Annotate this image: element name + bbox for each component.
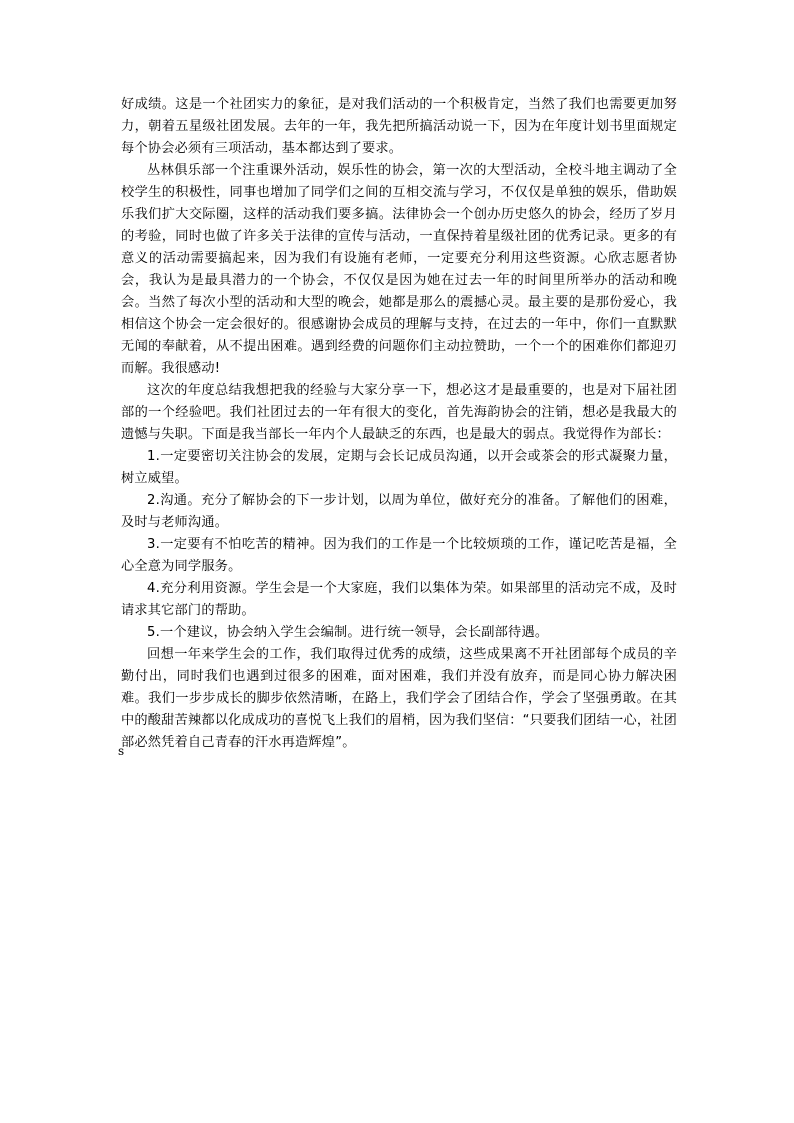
document-body (121, 94, 677, 754)
list-item-1: 1.一定要密切关注协会的发展，定期与会长记成员沟通，以开会或茶会的形式凝聚力量，树立威望。 (121, 449, 677, 486)
paragraph-associations: 丛林俱乐部一个注重课外活动，娱乐性的协会，第一次的大型活动，全校斗地主调动了全校学生的积极性，同事也增加了同学们之间的互相交流与学习，不仅仅是单独的娱乐，借助娱乐我们扩大交际圈，这样的活动我们要多搞。法律协会一个创办历史悠久的协会，经历了岁月的考验，同时也做了许多关于法律的宣传与活动，一直保持着星级社团的优秀记录。更多的有意义的活动需要搞起来，因为我们有设施有老师，一定要充分利用这些资源。心欣志愿者协会，我认为是最具潜力的一个协会，不仅仅是因为她在过去一年的时间里所举办的活动和晚会。当然了每次小型的活动和大型的晚会，她都是那么的震撼心灵。最主要的是那份爱心，我相信这个协会一定会很好的。很感谢协会成员的理解与支持，在过去的一年中，你们一直默默无闻的奉献着，从不提出困难。遇到经费的问题你们主动拉赞助，一个一个的困难你们都迎刃而解。我很感动! (121, 163, 677, 376)
paragraph-intro: 好成绩。这是一个社团实力的象征，是对我们活动的一个积极肯定，当然了我们也需要更加努力，朝着五星级社团发展。去年的一年，我先把所搞活动说一下，因为在年度计划书里面规定每个协会必须有三项活动，基本都达到了要求。 (121, 97, 677, 156)
list-item-3: 3.一定要有不怕吃苦的精神。因为我们的工作是一个比较烦琐的工作，谨记吃苦是福，全心全意为同学服务。 (121, 537, 677, 574)
paragraph-experience: 这次的年度总结我想把我的经验与大家分享一下，想必这才是最重要的，也是对下届社团部的一个经验吧。我们社团过去的一年有很大的变化，首先海韵协会的注销，想必是我最大的遗憾与失职。下面是我当部长一年内个人最缺乏的东西，也是最大的弱点。我觉得作为部长： (121, 383, 677, 442)
list-item-4: 4.充分利用资源。学生会是一个大家庭，我们以集体为荣。如果部里的活动完不成，及时请求其它部门的帮助。 (121, 581, 677, 618)
list-item-2: 2.沟通。充分了解协会的下一步计划，以周为单位，做好充分的准备。了解他们的困难，及时与老师沟通。 (121, 493, 677, 530)
paragraph-conclusion: 回想一年来学生会的工作，我们取得过优秀的成绩，这些成果离不开社团部每个成员的辛勤付出，同时我们也遇到过很多的困难，面对困难，我们并没有放弃，而是同心协力解决困难。我们一步步成长的脚步依然清晰，在路上，我们学会了团结合作，学会了坚强勇敢。在其中的酸甜苦辣都以化成成功的喜悦飞上我们的眉梢，因为我们坚信：“只要我们团结一心，社团部必然凭着自己青春的汗水再造辉煌”。 (121, 647, 677, 750)
list-item-5: 5.一个建议，协会纳入学生会编制。进行统一领导，会长副部待遇。 (147, 625, 549, 640)
stray-mark: s (118, 744, 125, 758)
